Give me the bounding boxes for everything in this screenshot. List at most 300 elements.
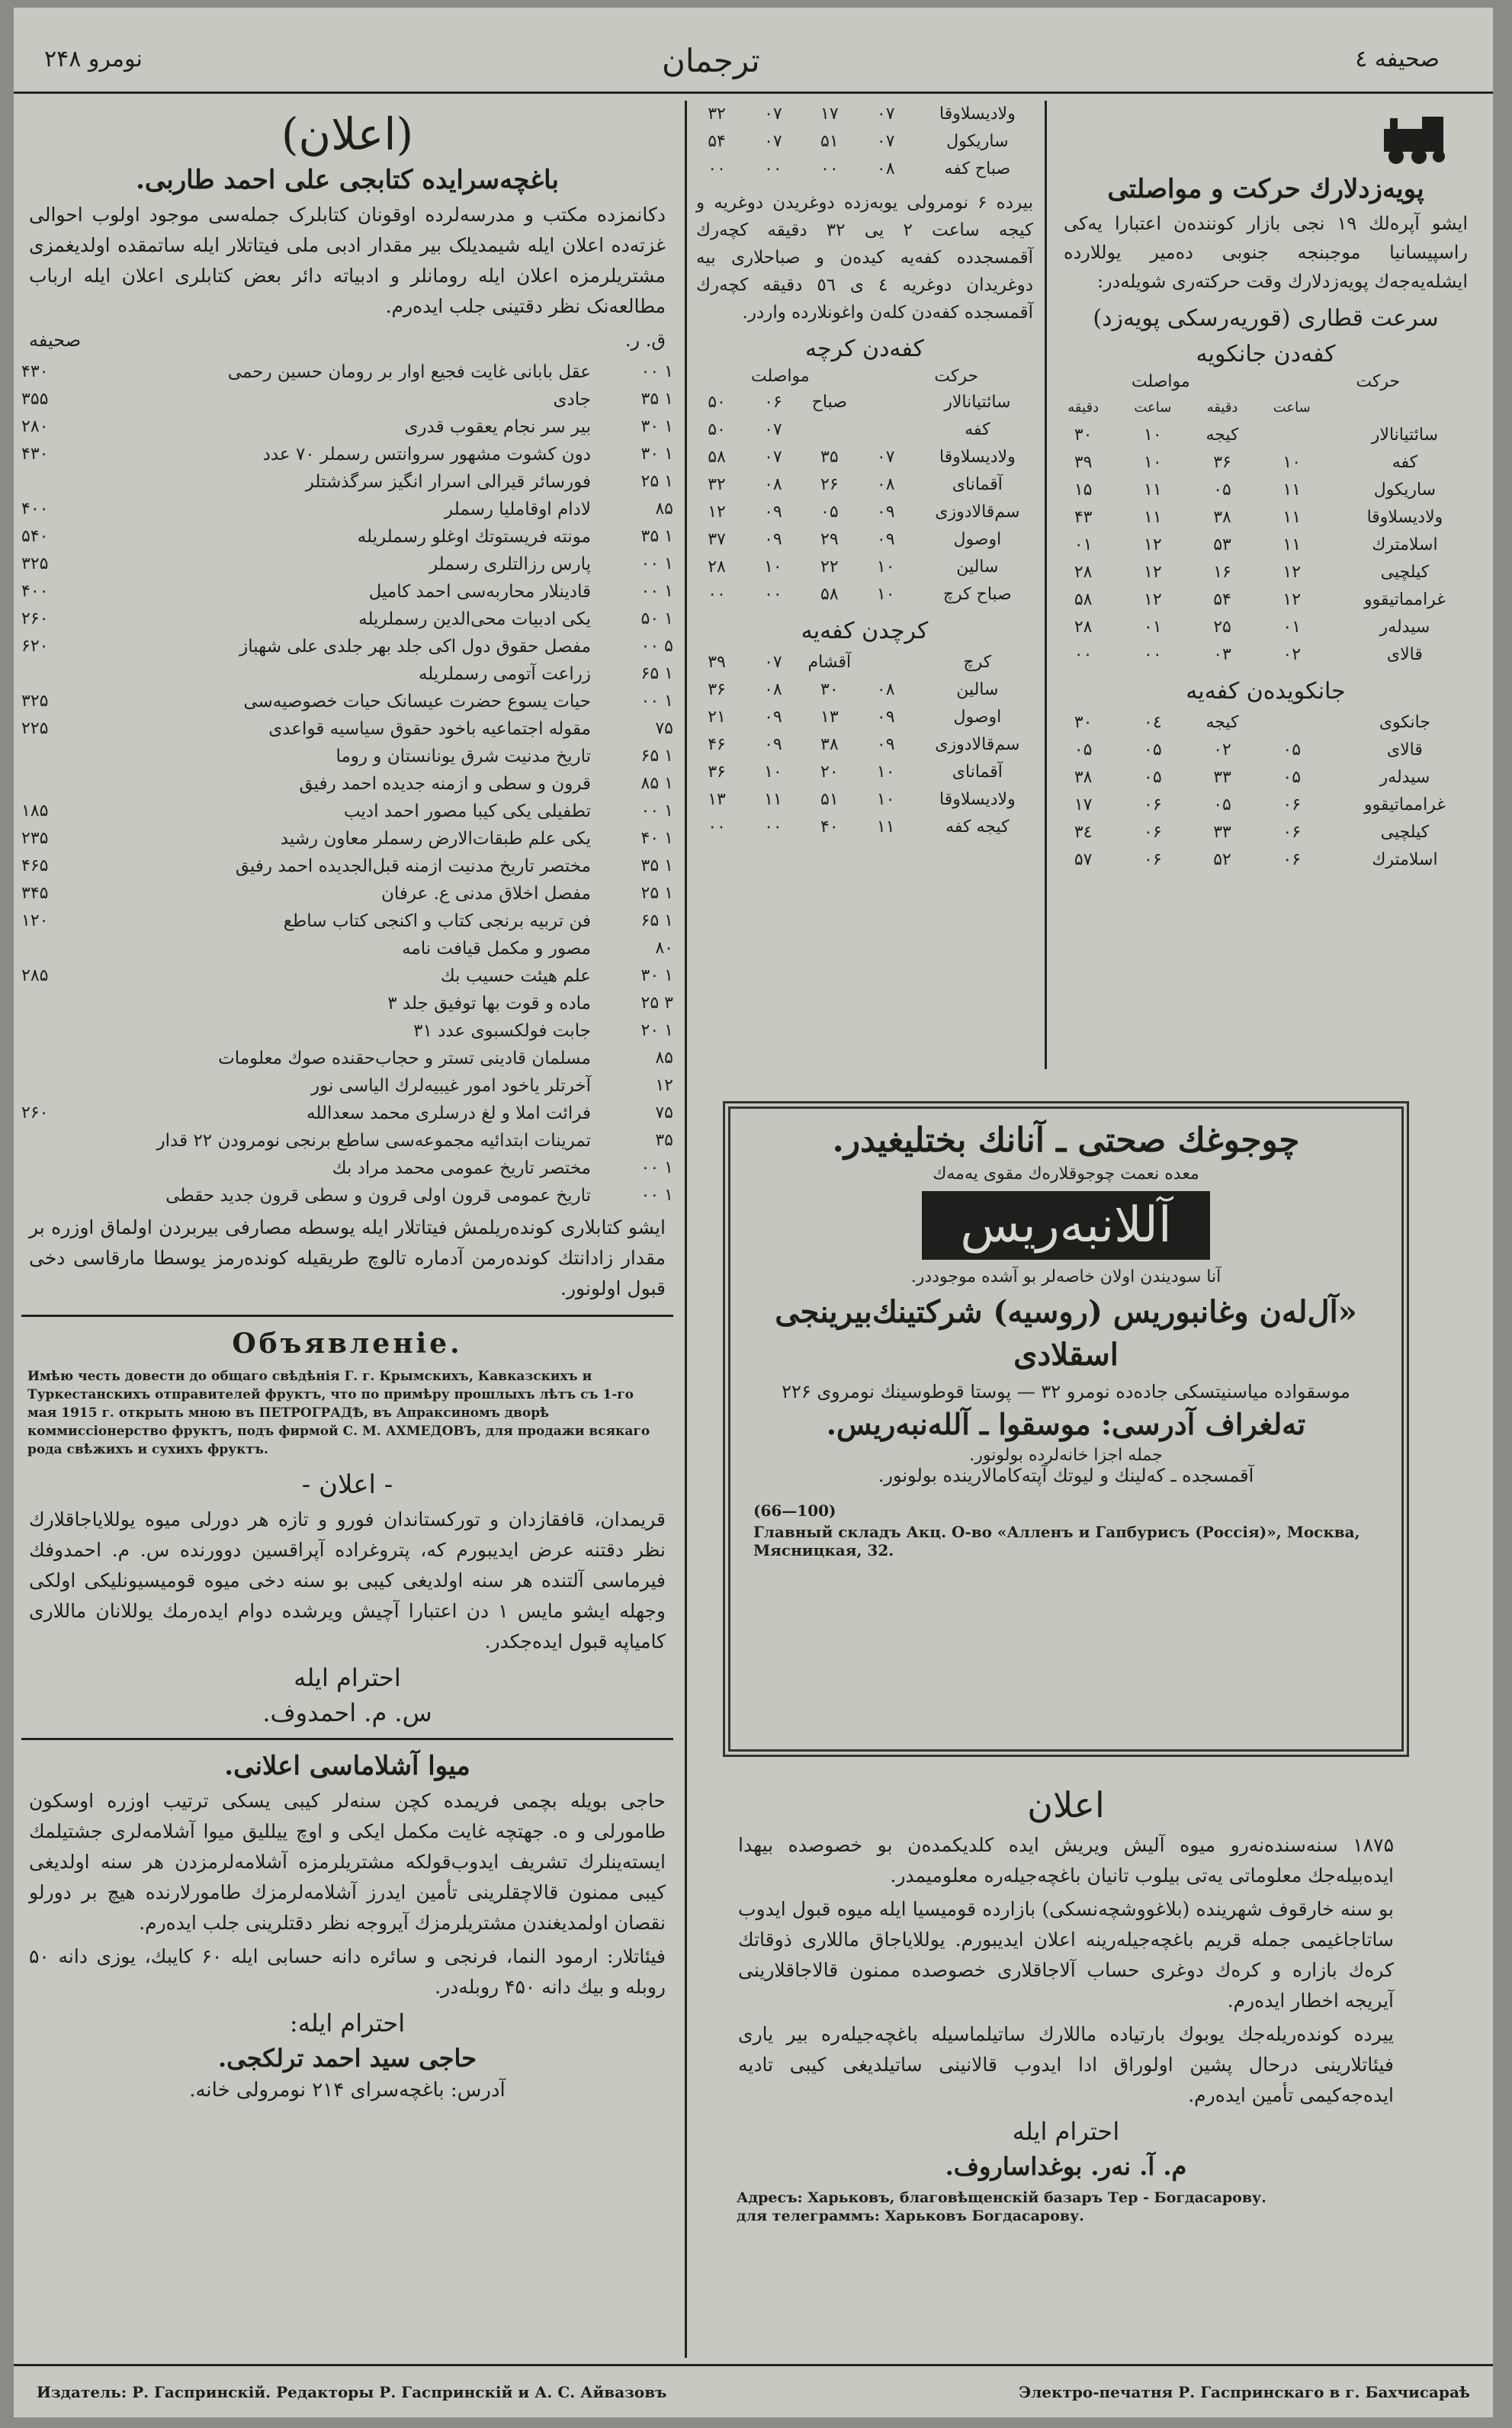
trains-intro: ایشو آپرەلك ۱۹ نجی بازار کونندەن اعتبارا یەکی راسپیسانیا موجبنجه جنوبی دەمیر یوللاردە ایشلەیه‌جەك پویه‌زدلارك وقت حرکتەری شویلەدر: bbox=[1064, 213, 1468, 292]
book-title: مقوله اجتماعیه باخود حقوق سیاسیه قواعدی bbox=[268, 719, 591, 739]
time-value bbox=[1257, 709, 1327, 737]
time-value: ۱۰ bbox=[1144, 426, 1162, 445]
book-row bbox=[21, 1127, 673, 1155]
time-value: ۰۷ bbox=[876, 448, 895, 467]
book-page-count: ۲۸۰ bbox=[21, 417, 49, 436]
ilan3-russian-address: Адресъ: Харьковъ, благовѣщенскій базаръ Тер - Богдасарову. bbox=[737, 2189, 1266, 2206]
time-value: ۱۲ bbox=[708, 503, 726, 522]
ad-line2: آنا سودیندن اولان خاصەلر بو آشده موجوددر. bbox=[910, 1267, 1221, 1286]
blank-cell bbox=[1327, 394, 1483, 422]
book-row bbox=[21, 1072, 673, 1100]
ad-logo: آللانبه‌ریس bbox=[922, 1191, 1209, 1260]
timetable-rows bbox=[689, 389, 1041, 609]
time-value: ۱۰ bbox=[876, 763, 895, 782]
time-value: ۰۹ bbox=[764, 708, 782, 727]
time-value: ۵۸ bbox=[820, 585, 839, 604]
time-value: ۲۵ bbox=[1213, 618, 1231, 637]
fruit-ad-respect: احترام ایله: bbox=[289, 2009, 406, 2038]
book-page-count bbox=[21, 468, 75, 496]
ilan2-respect: احترام ایله bbox=[294, 1663, 401, 1692]
time-value: ۴۶ bbox=[708, 735, 726, 754]
book-title: جابت فولکسبوی عدد ۳۱ bbox=[413, 1021, 591, 1041]
section-rule bbox=[21, 1738, 673, 1740]
time-value: ۱۲ bbox=[1144, 590, 1162, 609]
book-row bbox=[21, 441, 673, 468]
book-title: دون کشوت مشهور سروانتس رسملر ۷۰ عدد bbox=[262, 445, 591, 464]
time-value: ۰۹ bbox=[764, 530, 782, 549]
book-title: تطفیلی یکی کیبا مصور احمد ادیب bbox=[343, 801, 591, 821]
timetable-row bbox=[1048, 737, 1483, 764]
time-value: ۱۱ bbox=[1144, 480, 1162, 499]
time-value: ۳۶ bbox=[708, 680, 726, 699]
time-value: ۲۱ bbox=[708, 708, 726, 727]
station-name: سائتیانالار bbox=[1371, 426, 1439, 445]
time-value: ۱۰ bbox=[1282, 453, 1302, 472]
timetable-row bbox=[1048, 764, 1483, 792]
time-value: ۱۷ bbox=[1074, 795, 1093, 814]
column-divider bbox=[1045, 101, 1047, 1069]
time-value: ۵۱ bbox=[820, 790, 839, 809]
book-page-count: ۴۳۰ bbox=[21, 362, 49, 381]
book-title: جادی bbox=[553, 390, 591, 409]
timetable-subhead bbox=[1048, 394, 1483, 422]
book-page-count: ۴۳۰ bbox=[21, 445, 49, 464]
time-value: ۳۶ bbox=[708, 763, 726, 782]
time-value: ۲۸ bbox=[1074, 563, 1093, 582]
time-value: ۰۰ bbox=[708, 817, 726, 837]
time-value: ۰۵ bbox=[820, 503, 839, 522]
time-value: ۰۵ bbox=[1144, 768, 1162, 787]
time-value: ۳۸ bbox=[1213, 508, 1231, 527]
book-row bbox=[21, 1100, 673, 1127]
section-rule bbox=[21, 1315, 673, 1317]
time-value: ۰۹ bbox=[876, 735, 895, 754]
time-value: ۱۰ bbox=[876, 557, 895, 576]
book-row bbox=[21, 1017, 673, 1045]
time-value: ۰۰ bbox=[1074, 645, 1093, 664]
book-page-count bbox=[21, 1045, 75, 1072]
book-page-count: ۲۶۰ bbox=[21, 609, 49, 628]
timetable-rows bbox=[689, 649, 1041, 841]
time-value: ۵۳ bbox=[1213, 535, 1231, 554]
time-value: ۰۱ bbox=[1144, 618, 1162, 637]
book-number: ۸۵ bbox=[655, 1049, 673, 1068]
time-value: ۳۸ bbox=[1074, 768, 1093, 787]
station-name: سم‌قالادوزی bbox=[935, 735, 1020, 754]
time-value: ۰۲ bbox=[1282, 645, 1302, 664]
time-value: ۰۸ bbox=[764, 475, 782, 494]
station-name: آقمانای bbox=[952, 475, 1003, 494]
page-number: صحیفه ٤ bbox=[1355, 46, 1440, 72]
time-value: ۰۹ bbox=[876, 503, 895, 522]
subhead-label: دقیقه bbox=[1206, 400, 1238, 416]
book-row bbox=[21, 523, 673, 551]
station-name: سیدلەر bbox=[1379, 618, 1430, 637]
book-title: زراعت آتومی رسملریله bbox=[418, 664, 591, 684]
time-value: ۱۲ bbox=[1144, 563, 1162, 582]
book-row bbox=[21, 743, 673, 770]
time-value: ۳۳ bbox=[1213, 823, 1231, 842]
time-value bbox=[858, 416, 914, 444]
ad-address: موسقواده میاسنیتسکی جاده‌ده نومرو ۳۲ — پوستا قوطوسینك نومروی ۲۲۶ bbox=[782, 1381, 1350, 1402]
column-divider bbox=[685, 101, 687, 2358]
time-value: ۰۷ bbox=[764, 104, 782, 124]
col-q-label: ق. ر. bbox=[624, 329, 666, 351]
book-row bbox=[21, 990, 673, 1017]
time-value: ۰۰ bbox=[820, 159, 839, 178]
time-value: ۰۳ bbox=[1213, 645, 1231, 664]
time-value: ۱۳ bbox=[820, 708, 839, 727]
timetable-row bbox=[689, 704, 1041, 731]
time-value: ۴۳ bbox=[1074, 508, 1093, 527]
timetable-title-kefe-jankoy: کفه‌دن جانکویه bbox=[1196, 341, 1336, 368]
time-value: ۰۵ bbox=[1213, 795, 1231, 814]
time-value bbox=[858, 389, 914, 416]
station-name: ساریکول bbox=[946, 132, 1009, 151]
book-page-count bbox=[21, 1017, 75, 1045]
ad-line4: آقمسجده ـ کەلینك و لیوتك آپتەکامالاریندە بولونور. bbox=[878, 1465, 1254, 1486]
station-name: سالین bbox=[956, 557, 999, 576]
book-number: ۷۵ bbox=[655, 1103, 673, 1122]
time-value: ۱۷ bbox=[820, 104, 839, 124]
book-list-header bbox=[29, 326, 666, 354]
book-number: ۱ ۴۰ bbox=[640, 829, 673, 848]
book-row bbox=[21, 413, 673, 441]
time-value: ۰۱ bbox=[1282, 618, 1302, 637]
station-name: سیدلەر bbox=[1379, 768, 1430, 787]
ad-company: «آل‌لەن وغانبوریس (روسیه) شرکتینك‌بیرینجی اسقلادی bbox=[775, 1294, 1357, 1373]
station-name: کیجه کفه bbox=[945, 817, 1010, 837]
book-title: مفصل حقوق دول اکی جلد بهر جلدی علی شهباز bbox=[239, 637, 591, 657]
time-value: ۰۰ bbox=[708, 585, 726, 604]
station-name: کفه bbox=[965, 420, 990, 439]
time-value: ۰۸ bbox=[764, 680, 782, 699]
time-value: ۰۵ bbox=[1282, 768, 1302, 787]
ilan-title: (اعلان) bbox=[281, 108, 414, 160]
time-value: ۰۹ bbox=[876, 530, 895, 549]
book-title: آخرتلر یاخود امور غیبیه‌لرك الیاسی نور bbox=[310, 1076, 591, 1096]
time-value: ۱۰ bbox=[876, 585, 895, 604]
time-value: ۱۱ bbox=[1144, 508, 1162, 527]
time-value: آقشام bbox=[807, 653, 852, 672]
book-page-count bbox=[21, 660, 75, 688]
col-departure: حرکت bbox=[1356, 372, 1401, 391]
book-number: ۱ ۰۰ bbox=[640, 692, 673, 711]
book-title: مختصر تاریخ مدنیت ازمنه قبل‌الجدیده احمد رفیق bbox=[235, 856, 591, 876]
book-list bbox=[21, 358, 673, 1209]
book-number: ۱ ۲۵ bbox=[640, 884, 673, 903]
book-page-count bbox=[21, 1182, 75, 1209]
time-value: ۱۰ bbox=[1144, 453, 1162, 472]
time-value: صباح bbox=[811, 393, 847, 412]
ad-headline: چوجوغك صحتی ـ آنانك بختلیغیدر. bbox=[832, 1121, 1300, 1160]
time-value: ۰۸ bbox=[876, 680, 895, 699]
book-number: ۱ ۳۰ bbox=[640, 417, 673, 436]
imprint-footer bbox=[14, 2364, 1493, 2417]
book-page-count: ۱۲۰ bbox=[21, 911, 49, 930]
book-number: ۱ ۵۰ bbox=[640, 609, 673, 628]
station-name: کرچ bbox=[963, 653, 992, 672]
time-value: ۵۸ bbox=[1074, 590, 1093, 609]
timetable-row bbox=[1048, 449, 1483, 477]
book-page-count: ۳۲۵ bbox=[21, 692, 49, 711]
time-value: ۱۰ bbox=[764, 763, 782, 782]
bogdasarov-notice bbox=[723, 1777, 1409, 2225]
book-page-count: ۴۰۰ bbox=[21, 499, 49, 519]
station-name: قالای bbox=[1386, 740, 1423, 760]
time-value: ۵۰ bbox=[708, 393, 726, 412]
station-name: ساریکول bbox=[1373, 480, 1437, 499]
book-row bbox=[21, 825, 673, 853]
station-name: ولادیسلاوقا bbox=[939, 104, 1016, 124]
time-value: ۰۰ bbox=[764, 159, 782, 178]
book-row bbox=[21, 853, 673, 880]
time-value: ۵۷ bbox=[1074, 850, 1093, 869]
book-page-count bbox=[21, 1155, 75, 1182]
time-value: ۵۸ bbox=[708, 448, 726, 467]
book-page-count: ۳۵۵ bbox=[21, 390, 49, 409]
express-title: سرعت قطاری (قوریه‌رسکی پویه‌زد) bbox=[1093, 305, 1439, 332]
russian-notice-title: Объявленiе. bbox=[232, 1328, 463, 1360]
time-value: ۰۷ bbox=[876, 132, 895, 151]
fruit-ad-text: حاجی بویله بچمی فریمده کچن سنه‌لر کیبی یسکی ترتیب اوزره اوسکون طامورلی و ه. جهتچه غایت مکمل ایکی و اوچ ییللیق میوا آشلامه‌لری جشتیلمك ایسته‌ینلرك تشریف ایدوب‌قولکه مشتریلرمزه آشلامه‌لرمزدن هر سنه اولدیغی کیبی ممنون قالاچقلرینی تأمین ایدرز آشلامه‌لرمزك طامورلارنده هیچ بر دورلو نقصان اولمدیغندن مشتریلرمزك آیروجه نظر دقتلرینی جلب ایده‌رم. bbox=[29, 1790, 666, 1934]
book-page-count bbox=[21, 1072, 75, 1100]
time-value: ۰۸ bbox=[876, 159, 895, 178]
timetable-row bbox=[689, 731, 1041, 759]
time-value: ۱۵ bbox=[1074, 480, 1093, 499]
subhead-label: ساعت bbox=[1134, 400, 1172, 416]
timetable-row bbox=[689, 389, 1041, 416]
book-number: ۱ ۳۵ bbox=[640, 856, 673, 875]
book-row bbox=[21, 770, 673, 798]
timetable-row bbox=[689, 128, 1041, 156]
time-value: ۲۰ bbox=[820, 763, 839, 782]
time-value: ۲۹ bbox=[820, 530, 839, 549]
book-title: قادینلار محاربه‌سی احمد کامیل bbox=[368, 582, 591, 602]
footer-printer: Электро-печатня Р. Гаспринскаго в г. Бахчисараѣ bbox=[1019, 2382, 1470, 2401]
time-value bbox=[858, 649, 914, 676]
timetable-row bbox=[1048, 792, 1483, 819]
time-value: ۱۲ bbox=[1282, 590, 1302, 609]
time-value: ۵۰ bbox=[708, 420, 726, 439]
time-value: ۰۰ bbox=[764, 585, 782, 604]
time-value: ۰۶ bbox=[1282, 823, 1302, 842]
time-value: ۱۳ bbox=[708, 790, 726, 809]
col-arrival: مواصلت bbox=[1131, 372, 1190, 391]
station-name: ولادیسلاوقا bbox=[1366, 508, 1443, 527]
book-row bbox=[21, 798, 673, 825]
book-number: ۸۵ bbox=[655, 499, 673, 519]
book-row bbox=[21, 468, 673, 496]
book-title: حیات یسوع حضرت عیسانک حیات خصوصیه‌سی bbox=[243, 692, 591, 711]
book-title: مفصل اخلاق مدنی ع. عرفان bbox=[380, 884, 591, 904]
book-page-count: ۶۲۰ bbox=[21, 637, 49, 656]
book-row bbox=[21, 496, 673, 523]
book-row bbox=[21, 935, 673, 962]
ad-line3: جمله اجزا خانه‌لرده بولونور. bbox=[969, 1446, 1163, 1465]
book-title: فرائت املا و لغ درسلری محمد سعدالله bbox=[307, 1103, 591, 1123]
book-page-count: ۲۲۵ bbox=[21, 719, 49, 738]
book-page-count bbox=[21, 743, 75, 770]
time-value: کیجه bbox=[1205, 426, 1239, 445]
footer-publisher: Издатель: Р. Гаспринскій. Редакторы Р. Гаспринскій и А. С. Айвазовъ bbox=[37, 2382, 667, 2401]
ilan3-p1: ۱۸۷۵ سنه‌سنده‌نه‌رو میوه آلیش ویریش ایده کلدیکمدەن بو خصوصده بیهدا ایده‌بیلەجك معلوماتی یەتی بیلوب تانیان باغچه‌جیلەرە معلومیمدر. bbox=[738, 1834, 1394, 1887]
time-value: ۳۹ bbox=[1074, 453, 1093, 472]
timetable-row bbox=[1048, 614, 1483, 641]
station-name: ولادیسلاوقا bbox=[939, 448, 1016, 467]
ilan2-text: قریمدان، قافقازدان و تورکستاندان فورو و تازه هر دورلی میوه یوللایاجاقلارك نظر دقتنه عرض ایدیبورم که، پتروغراده آپراقسین دوورنده س. م. احمدوفك فیرماسی آلتنده هر سنه اولدیغی کیبی بو سنه دخی میوه قومیسیونلیکی اولکی وجهله ایشو مایس ۱ دن اعتبارا آچیش ویرشده دوام ایده‌رمك یوللانان ماللاری کامیاپه قبول ایده‌جکدر. bbox=[29, 1508, 666, 1652]
russian-notice-text: Имѣю честь довести до общаго свѣдѣнія Г. г. Крымскихъ, Кавказскихъ и Туркестанскихъ отправителей фруктъ, что по примѣру прошлыхъ лѣтъ съ 1-го мая 1915 г. открыть мною въ ПЕТРОГРАДѢ, въ Апраксиномъ дворѣ коммиссіонерство фруктъ, подъ фирмой С. М. АХМЕДОВЪ, для продажи всякаго рода свѣжихъ и сухихъ фруктъ. bbox=[27, 1369, 650, 1457]
timetable-row bbox=[1048, 559, 1483, 586]
book-number: ۱ ۳۵ bbox=[640, 390, 673, 409]
time-value: ۰۲ bbox=[1213, 740, 1231, 760]
station-name: سم‌قالادوزی bbox=[935, 503, 1020, 522]
trains-title: پویه‌زدلارك حرکت و مواصلتی bbox=[1107, 174, 1424, 204]
book-title: مختصر تاریخ عمومی محمد مراد بك bbox=[332, 1158, 591, 1178]
time-value: ۳۲ bbox=[708, 475, 726, 494]
book-number: ۱۲ bbox=[655, 1076, 673, 1095]
newspaper-page bbox=[14, 8, 1493, 2417]
time-value: ۱۱ bbox=[1282, 535, 1302, 554]
issue-number: نومرو ۲۴۸ bbox=[44, 46, 143, 72]
book-number: ۱ ۲۰ bbox=[640, 1021, 673, 1040]
station-name: کیلچیی bbox=[1380, 823, 1430, 842]
timetable-row bbox=[689, 649, 1041, 676]
allenburys-advertisement bbox=[723, 1101, 1409, 1757]
timetable-row bbox=[689, 814, 1041, 841]
time-value: ۳۰ bbox=[1074, 426, 1093, 445]
book-row bbox=[21, 907, 673, 935]
fruit-ad-prices: فیئاتلار: ارمود النما، فرنجی و سائره دانه حسابی ایله ۶۰ کایبك، یوزی دانه ۵۰ روبله و بیك دانه ۴۵۰ روبله‌در. bbox=[29, 1945, 666, 1998]
right-column bbox=[1048, 101, 1483, 874]
bookshop-name: باغچه‌سرایده کتابجی علی احمد طاربی. bbox=[136, 165, 559, 195]
book-number: ۱ ۶۵ bbox=[640, 664, 673, 683]
station-name: سالین bbox=[956, 680, 999, 699]
time-value: ۳۳ bbox=[1213, 768, 1231, 787]
book-title: پارس رزالتلری رسملر bbox=[429, 554, 591, 574]
fruit-ad-address: آدرس: باغچه‌سرای ۲۱۴ نومرولی خانه. bbox=[189, 2079, 506, 2102]
book-title: تاریخ عمومی قرون اولی قرون و سطی قرون جدید حقطی bbox=[165, 1186, 591, 1206]
book-row bbox=[21, 660, 673, 688]
time-value: ۰۷ bbox=[764, 132, 782, 151]
masthead-title: ترجمان bbox=[662, 42, 760, 79]
station-name: صباح کرچ bbox=[942, 585, 1012, 604]
book-page-count: ۳۴۵ bbox=[21, 884, 49, 903]
timetable-head bbox=[1048, 372, 1483, 391]
station-name: صباح کفه bbox=[944, 159, 1011, 178]
station-name: کیلچیی bbox=[1380, 563, 1430, 582]
book-number: ۳۵ bbox=[655, 1131, 673, 1150]
book-row bbox=[21, 1155, 673, 1182]
fruit-ad-signature: حاجی سید احمد ترلکجی. bbox=[217, 2044, 477, 2073]
book-title: عقل بابانی غایت فجیع اوار بر رومان حسین رحمی bbox=[227, 362, 591, 382]
book-row bbox=[21, 962, 673, 990]
book-number: ۱ ۳۰ bbox=[640, 966, 673, 985]
timetable-row bbox=[1048, 422, 1483, 449]
time-value: ۰۰ bbox=[764, 817, 782, 837]
timetable-rows bbox=[1048, 422, 1483, 669]
book-page-count: ۴۶۵ bbox=[21, 856, 49, 875]
ilan3-russian-telegram: для телеграммъ: Харьковъ Богдасарову. bbox=[737, 2208, 1084, 2224]
book-number: ۱ ۶۵ bbox=[640, 747, 673, 766]
time-value: ۰۹ bbox=[764, 503, 782, 522]
time-value: ۵۴ bbox=[1213, 590, 1231, 609]
book-title: مصور و مکمل قیافت نامه bbox=[402, 939, 591, 959]
subhead-label: ساعت bbox=[1273, 400, 1311, 416]
time-value: ۱۶ bbox=[1213, 563, 1231, 582]
timetable-top bbox=[689, 101, 1041, 183]
time-value: ۰۶ bbox=[1144, 795, 1162, 814]
time-value: ۵۲ bbox=[1213, 850, 1231, 869]
book-title: علم هیئت حسیب بك bbox=[440, 966, 591, 986]
time-value: ۰۵ bbox=[1282, 740, 1302, 760]
time-value: ۰۶ bbox=[1282, 850, 1302, 869]
time-value: ۳۰ bbox=[820, 680, 839, 699]
book-page-count: ۲۶۰ bbox=[21, 1103, 49, 1122]
timetable-row bbox=[689, 471, 1041, 499]
book-title: تمرینات ابتدائیه مجموعه‌سی ساطع برنجی نومرودن ۲۲ قدار bbox=[156, 1131, 591, 1151]
time-value: ۰۰ bbox=[1144, 645, 1162, 664]
time-value: ۰۶ bbox=[1144, 850, 1162, 869]
book-number: ۱ ۶۵ bbox=[640, 911, 673, 930]
ilan2-title: - اعلان - bbox=[301, 1469, 393, 1500]
station-name: سائتیانالار bbox=[944, 393, 1011, 412]
station-name: اوصول bbox=[953, 708, 1002, 727]
time-value: ۰۷ bbox=[764, 448, 782, 467]
time-value: ۲۲ bbox=[820, 557, 839, 576]
book-page-count: ۲۸۵ bbox=[21, 966, 49, 985]
book-number: ۱ ۰۰ bbox=[640, 1158, 673, 1177]
book-page-count: ۴۰۰ bbox=[21, 582, 49, 601]
book-title: یکی علم طبقات‌الارض رسملر معاون رشید bbox=[280, 829, 591, 849]
book-title: فن تربیه برنجی کتاب و اکنجی کتاب ساطع bbox=[283, 911, 591, 931]
time-value: ۰۸ bbox=[876, 475, 895, 494]
book-number: ۱ ۰۰ bbox=[640, 1186, 673, 1205]
station-name: اسلامترك bbox=[1372, 850, 1438, 869]
timetable-title-kefe-kerch: کفه‌دن کرچه bbox=[805, 336, 924, 362]
book-number: ۳ ۲۵ bbox=[640, 994, 673, 1013]
timetable-row bbox=[689, 676, 1041, 704]
subhead-label: دقیقه bbox=[1067, 400, 1099, 416]
ilan3-signature: م. آ. نەر. بوغداساروف. bbox=[945, 2152, 1187, 2181]
book-title: ماده و قوت بها توفیق جلد ۳ bbox=[387, 994, 591, 1013]
book-number: ۷۵ bbox=[655, 719, 673, 738]
book-title: یکی ادبیات محی‌الدین رسملریله bbox=[358, 609, 591, 629]
ad-code: (66—100) bbox=[753, 1501, 836, 1520]
time-value bbox=[801, 416, 858, 444]
timetable-head bbox=[689, 367, 1041, 386]
time-value: ۱۱ bbox=[1282, 480, 1302, 499]
time-value: ۱۲ bbox=[1144, 535, 1162, 554]
book-page-count: ۱۸۵ bbox=[21, 801, 49, 821]
ad-russian: Главный складъ Акц. О-во «Алленъ и Гапбурисъ (Россія)», Москва, Мясницкая, 32. bbox=[753, 1523, 1360, 1559]
time-value: ۰۰ bbox=[708, 159, 726, 178]
timetable-row bbox=[1048, 504, 1483, 532]
time-value: ۰۹ bbox=[764, 735, 782, 754]
masthead-bar bbox=[14, 8, 1493, 94]
time-value: ۰۵ bbox=[1074, 740, 1093, 760]
timetable-row bbox=[689, 444, 1041, 471]
book-row bbox=[21, 1045, 673, 1072]
col-page-label: صحیفه bbox=[29, 329, 82, 351]
book-page-count: ۵۴۰ bbox=[21, 527, 49, 546]
time-value: ۰۶ bbox=[764, 393, 782, 412]
station-name: آقمانای bbox=[952, 763, 1003, 782]
time-value: ۳۲ bbox=[708, 104, 726, 124]
book-page-count bbox=[21, 990, 75, 1017]
timetable-rows bbox=[1048, 709, 1483, 874]
book-row bbox=[21, 880, 673, 907]
